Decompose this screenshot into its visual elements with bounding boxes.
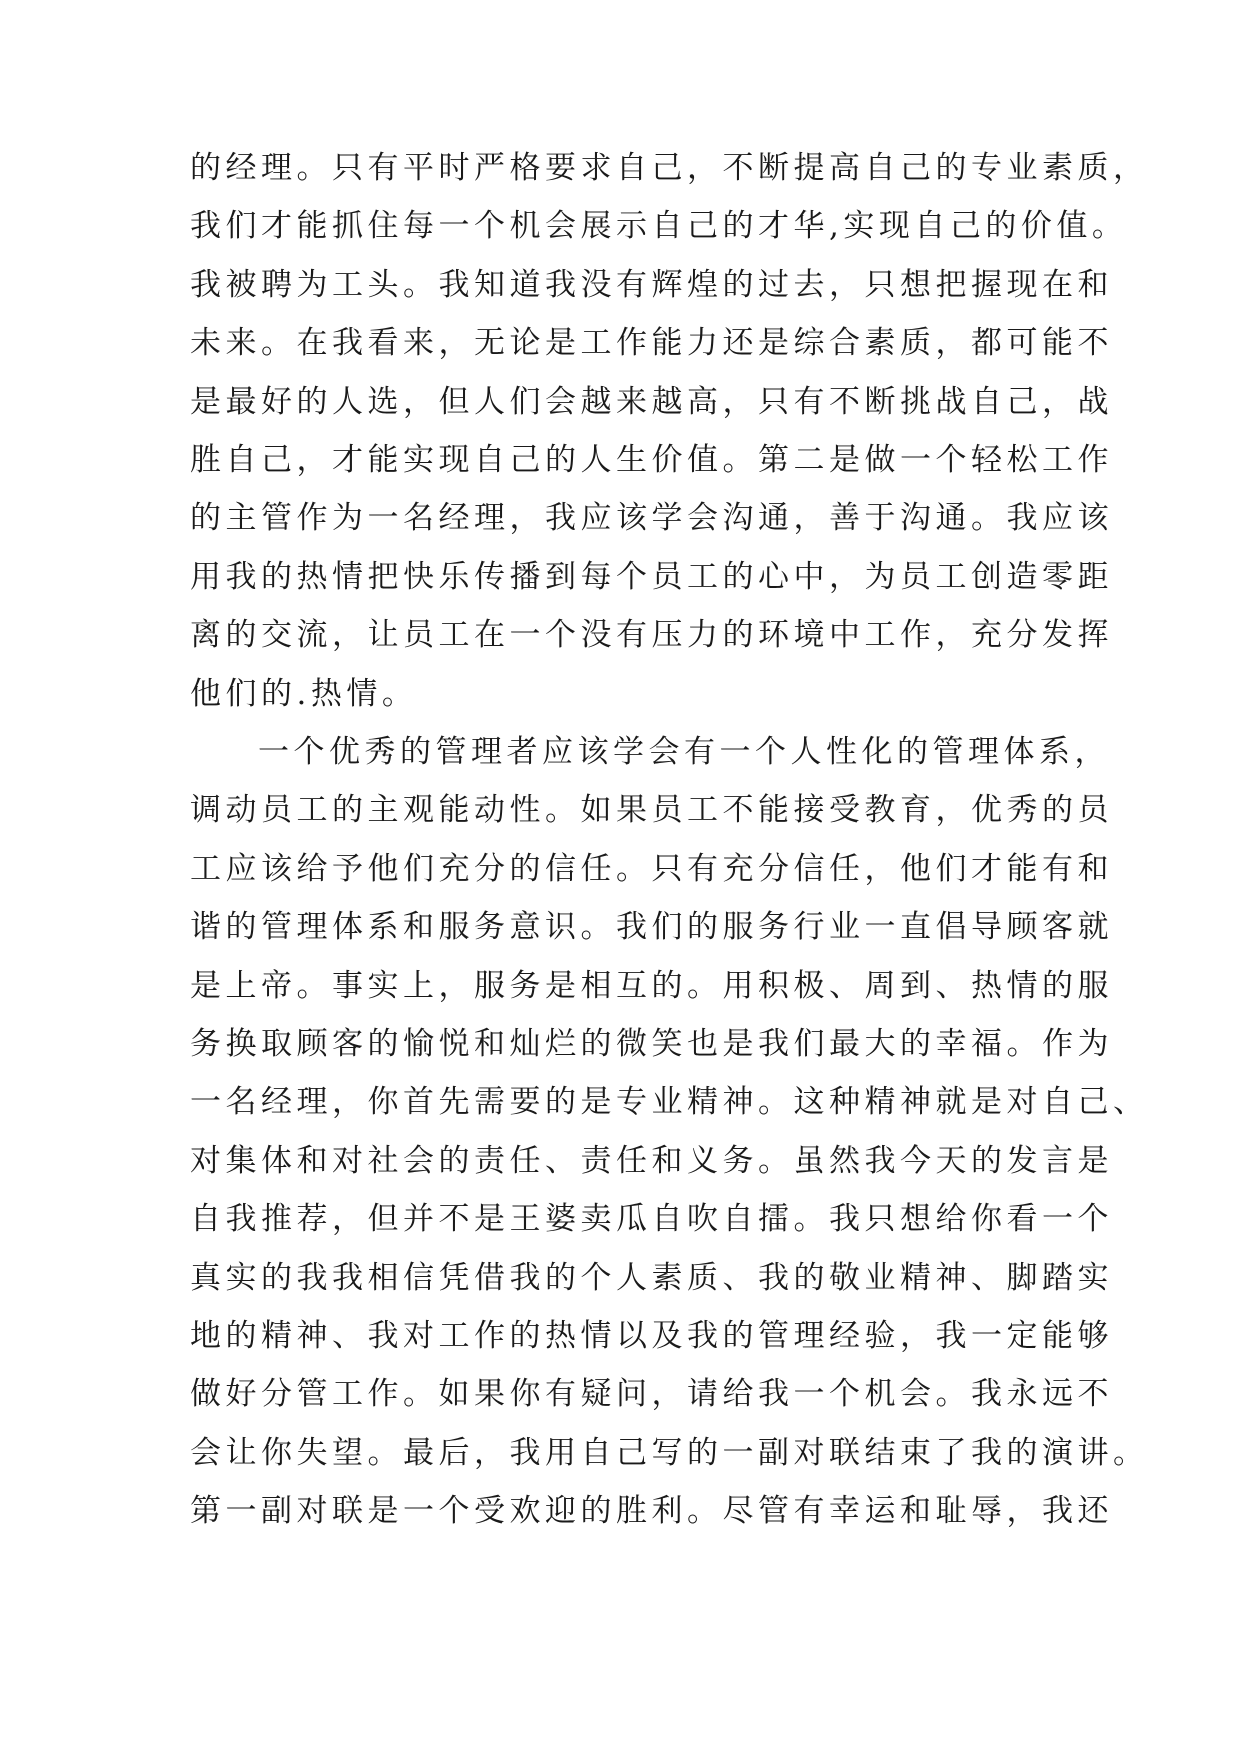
text-line: 工应该给予他们充分的信任。只有充分信任，他们才能有和 — [190, 851, 1113, 887]
text-line: 务换取顾客的愉悦和灿烂的微笑也是我们最大的幸福。作为 — [190, 1026, 1113, 1062]
text-line: 第一副对联是一个受欢迎的胜利。尽管有幸运和耻辱，我还 — [190, 1493, 1113, 1529]
text-line: 会让你失望。最后，我用自己写的一副对联结束了我的演讲。 — [190, 1435, 1149, 1471]
text-line: 地的精神、我对工作的热情以及我的管理经验，我一定能够 — [190, 1318, 1113, 1354]
text-line: 是最好的人选，但人们会越来越高，只有不断挑战自己，战 — [190, 384, 1113, 420]
text-line: 调动员工的主观能动性。如果员工不能接受教育，优秀的员 — [190, 792, 1113, 828]
text-line: 对集体和对社会的责任、责任和义务。虽然我今天的发言是 — [190, 1143, 1113, 1179]
paragraph-first-line: 一个优秀的管理者应该学会有一个人性化的管理体系， — [258, 734, 1110, 770]
text-line: 真实的我我相信凭借我的个人素质、我的敬业精神、脚踏实 — [190, 1260, 1113, 1296]
text-line: 用我的热情把快乐传播到每个员工的心中，为员工创造零距 — [190, 559, 1113, 595]
text-line: 未来。在我看来，无论是工作能力还是综合素质，都可能不 — [190, 325, 1113, 361]
text-line: 一名经理，你首先需要的是专业精神。这种精神就是对自己、 — [190, 1084, 1149, 1120]
text-line: 胜自己，才能实现自己的人生价值。第二是做一个轻松工作 — [190, 442, 1113, 478]
text-line: 自我推荐，但并不是王婆卖瓜自吹自擂。我只想给你看一个 — [190, 1201, 1113, 1237]
text-line: 谐的管理体系和服务意识。我们的服务行业一直倡导顾客就 — [190, 909, 1113, 945]
text-line: 他们的.热情。 — [190, 676, 418, 712]
text-line: 是上帝。事实上，服务是相互的。用积极、周到、热情的服 — [190, 968, 1113, 1004]
text-line: 做好分管工作。如果你有疑问，请给我一个机会。我永远不 — [190, 1376, 1113, 1412]
text-line: 离的交流，让员工在一个没有压力的环境中工作，充分发挥 — [190, 617, 1113, 653]
text-line: 的经理。只有平时严格要求自己，不断提高自己的专业素质， — [190, 150, 1149, 186]
text-line: 的主管作为一名经理，我应该学会沟通，善于沟通。我应该 — [190, 500, 1113, 536]
text-line: 我们才能抓住每一个机会展示自己的才华,实现自己的价值。 — [190, 208, 1128, 244]
text-line: 我被聘为工头。我知道我没有辉煌的过去，只想把握现在和 — [190, 267, 1113, 303]
